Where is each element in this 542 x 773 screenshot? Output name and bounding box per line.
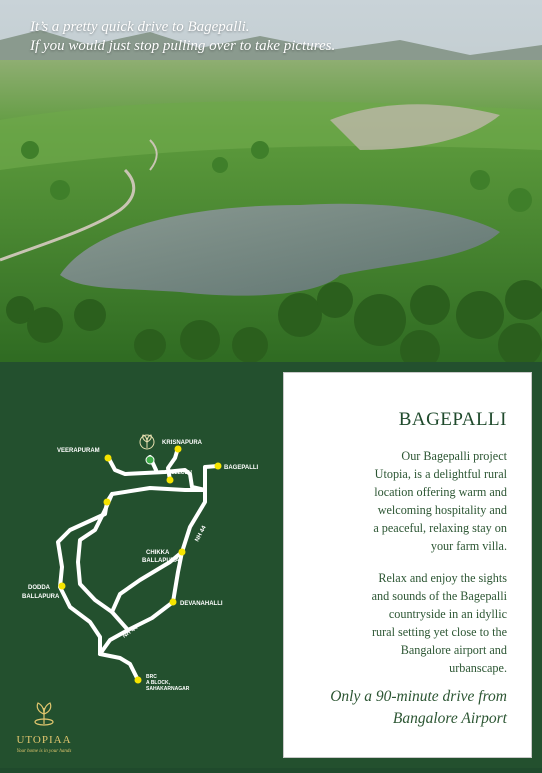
tagline-line: Bangalore Airport: [392, 710, 507, 727]
map-stop-krishnapura: [175, 446, 182, 453]
map-label-bagepalli: BAGEPALLI: [224, 465, 259, 471]
tagline-line: Only a 90-minute drive from: [330, 688, 507, 705]
details-line: countryside in an idyllic: [388, 607, 507, 621]
map-label-veerapuram: VEERAPURAM: [57, 448, 100, 454]
route-stops: [59, 446, 222, 684]
intro-line: Our Bagepalli project: [401, 449, 507, 463]
map-label-chikka: CHIKKA: [146, 550, 170, 556]
intro-line: welcoming hospitality and: [377, 503, 507, 517]
route-map: [0, 362, 277, 768]
utopiaa-logo: [16, 703, 71, 754]
map-stop-devanahalli: [170, 599, 177, 606]
caption-line-2: If you would just stop pulling over to take pictures.: [30, 38, 336, 54]
map-sprout-icon: [140, 435, 154, 449]
details-line: rural setting yet close to the: [371, 625, 507, 639]
map-label-nh44-upper: NH 44: [194, 525, 208, 543]
map-label-sahakarnagar: SAHAKARNAGAR: [146, 686, 190, 692]
details-line: Bangalore airport and: [400, 643, 507, 657]
map-label-a-block: A BLOCK,: [146, 680, 170, 686]
details-paragraph: [307, 569, 507, 677]
info-title: BAGEPALLI: [398, 409, 507, 430]
info-panel: [277, 362, 542, 768]
drive-time-tagline: [287, 686, 507, 730]
destination-marker: [146, 456, 154, 464]
map-label-devanahalli: DEVANAHALLI: [180, 601, 223, 607]
route-roads: [58, 448, 218, 680]
map-label-chikka-ballapura: BALLAPURA: [142, 558, 180, 564]
map-stop-dodda-ballapura: [59, 583, 66, 590]
logo-name: UTOPIAA: [16, 734, 72, 746]
details-line: and sounds of the Bagepalli: [371, 589, 507, 603]
sprout-leaf-icon: [35, 703, 53, 725]
caption-line-1: It’s a pretty quick drive to Bagepalli.: [30, 19, 250, 35]
map-label-brc: BRC: [146, 674, 157, 680]
map-label-nh44-lower: NH 44: [121, 624, 140, 640]
map-stop-chikka-ballapura: [179, 549, 186, 556]
map-label-dodda-ballapura: BALLAPURA: [22, 594, 60, 600]
details-line: Relax and enjoy the sights: [378, 571, 507, 585]
map-stop-veerapuram: [105, 455, 112, 462]
landscape-photo: [0, 0, 542, 362]
intro-line: location offering warm and: [374, 485, 507, 499]
intro-line: a peaceful, relaxing stay on: [373, 521, 507, 535]
map-stop-bagepalli: [215, 463, 222, 470]
map-label-yellodu: YELLODU: [168, 470, 192, 476]
details-line: urbanscape.: [449, 661, 507, 675]
info-card: [283, 372, 532, 758]
route-map-panel: [0, 362, 277, 768]
map-label-dodda: DODDA: [28, 585, 50, 591]
logo-tagline: Your home is in your hands: [16, 749, 72, 754]
map-stop-brc: [135, 677, 142, 684]
intro-line: your farm villa.: [430, 539, 507, 553]
intro-paragraph: [307, 447, 507, 555]
map-stop-junction: [104, 499, 111, 506]
photo-caption: [30, 18, 335, 56]
map-stop-yellodu: [167, 477, 174, 484]
intro-line: Utopia, is a delightful rural: [374, 467, 507, 481]
map-label-krishnapura: KRISNAPURA: [162, 440, 203, 446]
